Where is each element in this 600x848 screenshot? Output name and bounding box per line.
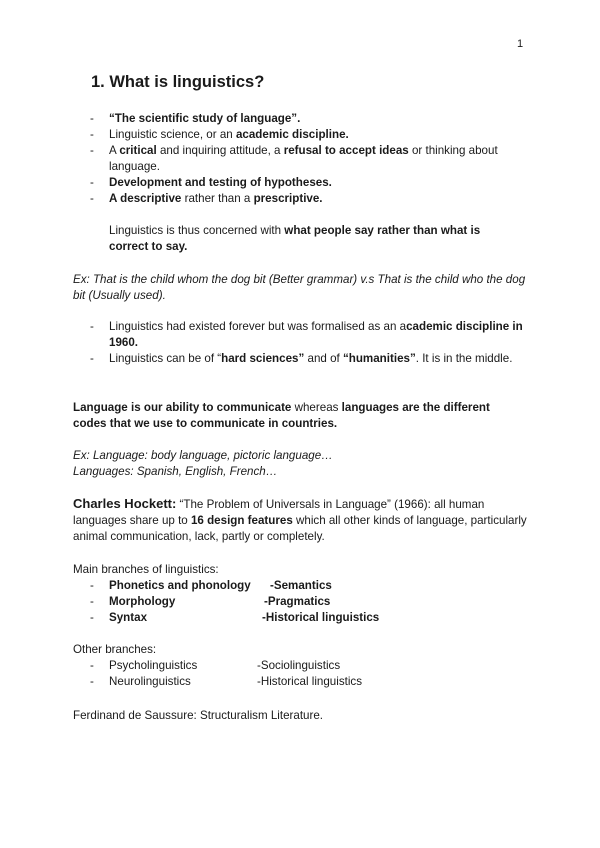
bullet-text: or thinking about language. xyxy=(109,144,498,173)
branch-row xyxy=(90,594,490,610)
bullet-item xyxy=(90,127,520,143)
bullet-dash: - xyxy=(90,595,94,608)
hockett-text-1: “The Problem of Universals in Language” (1966): all human languages share up to xyxy=(73,498,485,527)
bullet-bold-text: academic discipline. xyxy=(235,128,349,141)
hockett-bold: 16 design features xyxy=(190,514,293,527)
branch-row xyxy=(90,658,490,674)
bullet-bold-text: “The scientific study of language”. xyxy=(109,112,301,125)
bullet-dash: - xyxy=(90,320,94,333)
bullet-dash: - xyxy=(90,144,94,157)
bullet-dash: - xyxy=(90,192,94,205)
bullet-text: Linguistics had existed forever but was formalised as an a xyxy=(109,320,407,333)
page-title: 1. What is linguistics? xyxy=(91,73,265,91)
branch-left: Neurolinguistics xyxy=(109,675,191,688)
bullet-dash: - xyxy=(90,128,94,141)
other-branches-label: Other branches: xyxy=(73,643,157,656)
bullet-bold-text: A descriptive xyxy=(109,192,182,205)
hockett-name: Charles Hockett: xyxy=(73,496,177,511)
thus-normal-text: Linguistics is thus concerned with xyxy=(109,224,285,237)
bullet-item xyxy=(90,351,530,367)
bullet-text: A xyxy=(109,144,120,157)
language-definition xyxy=(73,400,523,432)
example-grammar: Ex: That is the child whom the dog bit (Better grammar) v.s That is the child who the dog bit (Usually used). xyxy=(73,273,526,302)
bullet-item xyxy=(90,191,520,207)
example-language-line: Ex: Language: body language, pictoric language… xyxy=(73,449,333,462)
bullet-bold-text: refusal to accept ideas xyxy=(283,144,409,157)
bullet-text: . It is in the middle. xyxy=(415,352,513,365)
branch-right: -Pragmatics xyxy=(264,595,331,608)
page-number: 1 xyxy=(517,38,524,50)
bullet-dash: - xyxy=(90,352,94,365)
saussure-line: Ferdinand de Saussure: Structuralism Literature. xyxy=(73,709,324,722)
bullet-dash: - xyxy=(90,659,94,672)
thus-paragraph xyxy=(109,223,519,255)
definition-bullet-list xyxy=(90,111,520,207)
bullet-dash: - xyxy=(90,176,94,189)
bullet-item xyxy=(90,143,520,175)
example-language-types xyxy=(73,448,523,480)
other-branches-list xyxy=(90,658,490,690)
bullet-dash: - xyxy=(90,112,94,125)
branch-row xyxy=(90,610,490,626)
bullet-bold-text: critical xyxy=(119,144,157,157)
bullet-item xyxy=(90,175,520,191)
bullet-text: rather than a xyxy=(181,192,254,205)
bullet-dash: - xyxy=(90,579,94,592)
example-languages-line: Languages: Spanish, English, French… xyxy=(73,465,278,478)
bullet-bold-text: prescriptive. xyxy=(253,192,323,205)
thus-bold-text: what people say rather than what is correct to say. xyxy=(109,224,481,253)
branch-row xyxy=(90,674,490,690)
bullet-bold-text: cademic discipline in 1960. xyxy=(109,320,523,349)
bullet-bold-text: Development and testing of hypotheses. xyxy=(109,176,332,189)
branch-left: Psycholinguistics xyxy=(109,659,198,672)
bullet-item xyxy=(90,111,520,127)
bullet-item xyxy=(90,319,530,351)
hockett-text-2: which all other kinds of language, particularly animal communication, lack, partly or completely. xyxy=(73,514,527,543)
formalisation-bullet-list xyxy=(90,319,530,367)
bullet-bold-text: hard sciences” xyxy=(221,352,305,365)
bullet-bold-text: “humanities” xyxy=(342,352,416,365)
language-def-bold-1: Language is our ability to communicate xyxy=(73,401,292,414)
bullet-text: and of xyxy=(304,352,343,365)
branch-row xyxy=(90,578,490,594)
main-branches-label: Main branches of linguistics: xyxy=(73,563,219,576)
branch-right: -Historical linguistics xyxy=(257,675,363,688)
branch-right: -Historical linguistics xyxy=(262,611,380,624)
branch-left: Syntax xyxy=(109,611,148,624)
bullet-text: Linguistics can be of “ xyxy=(109,352,222,365)
branch-left: Phonetics and phonology xyxy=(109,579,251,592)
language-def-bold-2: languages are the different codes that we use to communicate in countries. xyxy=(73,401,490,430)
branch-right: -Semantics xyxy=(270,579,332,592)
branch-left: Morphology xyxy=(109,595,176,608)
branch-right: -Sociolinguistics xyxy=(257,659,341,672)
main-branches-list xyxy=(90,578,490,626)
hockett-paragraph xyxy=(73,496,531,545)
bullet-dash: - xyxy=(90,611,94,624)
bullet-text: and inquiring attitude, a xyxy=(156,144,284,157)
bullet-dash: - xyxy=(90,675,94,688)
language-def-normal: whereas xyxy=(291,401,342,414)
bullet-text: Linguistic science, or an xyxy=(109,128,236,141)
